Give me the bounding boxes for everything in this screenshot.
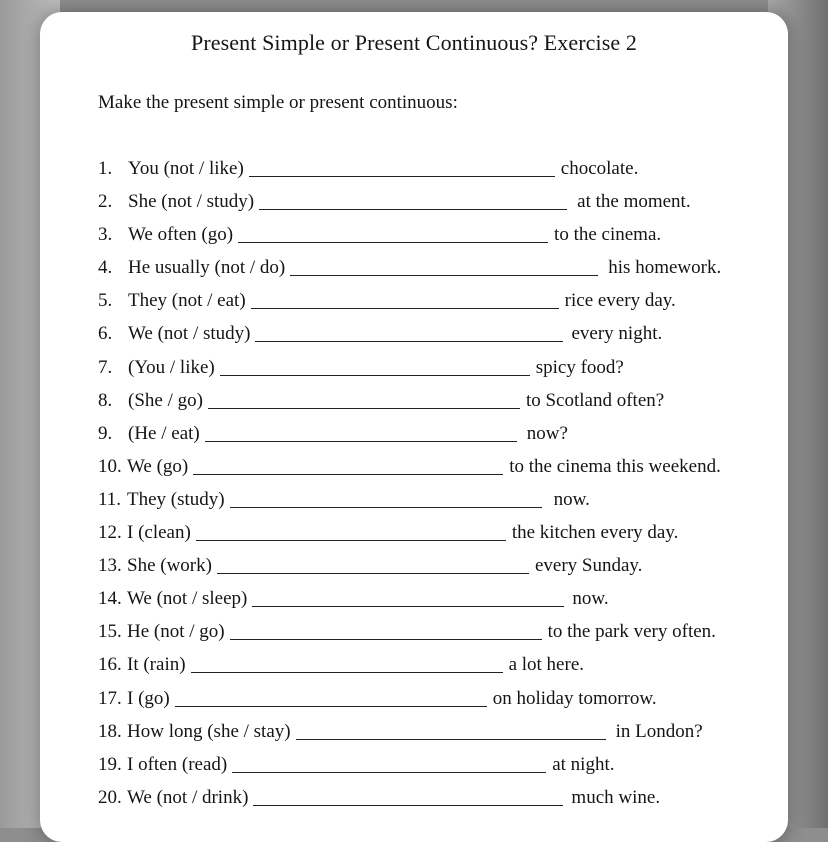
item-ending: at night. [552,753,615,775]
item-prompt: We (not / drink) [127,786,249,808]
answer-blank[interactable] [193,456,503,475]
item-ending: his homework. [608,257,722,279]
item-number: 8. [98,389,113,411]
exercise-item [98,688,778,721]
item-prompt: How long (she / stay) [127,720,291,742]
item-prompt: She (work) [127,555,212,577]
exercise-item [98,158,778,191]
item-ending: to Scotland often? [525,389,665,411]
exercise-item [98,357,778,390]
item-number: 6. [98,323,113,345]
item-number: 19. [98,753,122,775]
item-ending: now. [553,488,590,510]
exercise-item [98,588,778,621]
item-number: 7. [98,356,113,378]
exercise-item [98,323,778,356]
item-prompt: I (clean) [127,522,191,544]
item-number: 2. [98,191,113,213]
answer-blank[interactable] [196,522,506,541]
item-number: 11. [98,488,122,510]
item-prompt: It (rain) [127,654,186,676]
item-ending: a lot here. [508,654,584,676]
exercise-item [98,522,778,555]
exercise-item [98,754,778,787]
item-prompt: We (not / sleep) [127,588,248,610]
item-ending: spicy food? [535,356,624,378]
answer-blank[interactable] [175,688,487,707]
answer-blank[interactable] [205,423,517,442]
item-number: 15. [98,621,122,643]
item-prompt: We often (go) [128,224,234,246]
item-number: 1. [98,158,113,179]
answer-blank[interactable] [253,787,563,806]
item-number: 14. [98,588,122,610]
exercise-item [98,390,778,423]
item-ending: now? [526,422,568,444]
item-number: 10. [98,455,122,477]
item-number: 18. [98,720,122,742]
exercise-item [98,721,778,754]
item-prompt: I often (read) [127,753,228,775]
answer-blank[interactable] [296,721,606,740]
item-number: 20. [98,786,122,808]
worksheet-page [40,12,788,842]
exercise-item [98,191,778,224]
item-ending: rice every day. [564,290,676,312]
exercise-item [98,224,778,257]
item-ending: in London? [615,720,703,742]
answer-blank[interactable] [290,257,598,276]
answer-blank[interactable] [255,323,563,342]
exercise-item [98,423,778,456]
item-ending: every night. [571,323,663,345]
item-number: 13. [98,555,122,577]
item-prompt: I (go) [127,687,170,709]
item-prompt: He (not / go) [127,621,225,643]
exercise-list [98,158,778,820]
item-ending: the kitchen every day. [511,522,679,544]
item-number: 9. [98,422,113,444]
item-number: 4. [98,257,113,279]
answer-blank[interactable] [208,390,520,409]
item-prompt: (He / eat) [128,422,200,444]
item-prompt: We (go) [127,455,189,477]
item-number: 12. [98,522,122,544]
answer-blank[interactable] [252,588,564,607]
item-prompt: He usually (not / do) [128,257,286,279]
item-number: 17. [98,687,122,709]
answer-blank[interactable] [230,621,542,640]
item-ending: to the park very often. [547,621,716,643]
exercise-item [98,456,778,489]
answer-blank[interactable] [217,555,529,574]
item-prompt: (She / go) [128,389,203,411]
page-title: Present Simple or Present Continuous? Exercise 2 [191,30,637,55]
item-prompt: We (not / study) [128,323,251,345]
item-number: 3. [98,224,113,246]
answer-blank[interactable] [230,489,542,508]
answer-blank[interactable] [232,754,546,773]
item-prompt: You (not / like) [128,158,244,179]
item-ending: at the moment. [577,191,691,213]
exercise-item [98,257,778,290]
item-number: 16. [98,654,122,676]
answer-blank[interactable] [191,654,503,673]
item-ending: on holiday tomorrow. [492,687,657,709]
exercise-item [98,621,778,654]
answer-blank[interactable] [220,357,530,376]
exercise-item [98,654,778,687]
answer-blank[interactable] [238,224,548,243]
item-ending: every Sunday. [534,555,643,577]
exercise-item [98,555,778,588]
exercise-item [98,787,778,820]
item-number: 5. [98,290,113,312]
item-ending: now. [572,588,609,610]
item-prompt: They (study) [127,488,225,510]
item-prompt: They (not / eat) [128,290,246,312]
item-ending: to the cinema this weekend. [509,455,721,477]
item-prompt: (You / like) [128,356,215,378]
item-ending: to the cinema. [554,224,662,246]
exercise-item [98,290,778,323]
item-ending: chocolate. [560,158,639,179]
answer-blank[interactable] [249,158,555,177]
exercise-item [98,489,778,522]
item-ending: much wine. [571,786,661,808]
instruction-text: Make the present simple or present continuous: [98,92,458,113]
answer-blank[interactable] [251,290,559,309]
answer-blank[interactable] [259,191,567,210]
item-prompt: She (not / study) [128,191,255,213]
